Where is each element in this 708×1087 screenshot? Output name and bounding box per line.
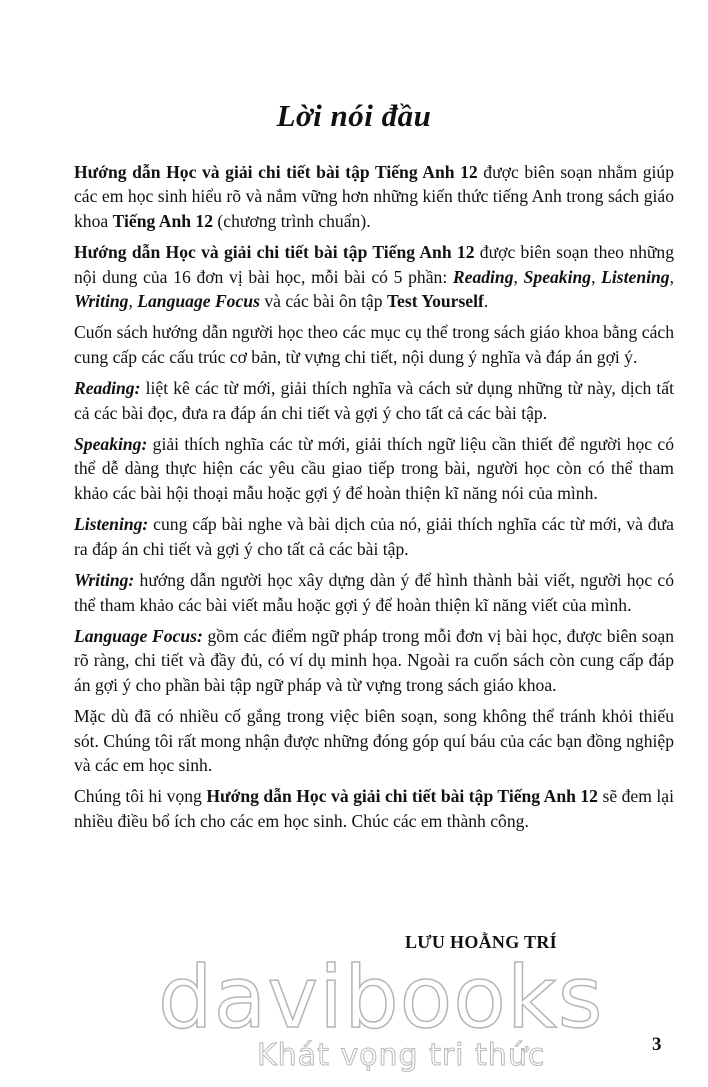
section-writing: Writing — [74, 291, 129, 312]
book-title-bold: Hướng dẫn Học và giải chi tiết bài tập Tiếng Anh 12 — [74, 242, 475, 263]
paragraph-listening — [74, 512, 674, 561]
paragraph-writing — [74, 568, 674, 617]
separator: , — [591, 266, 602, 287]
page-number: 3 — [652, 1034, 662, 1055]
book-title-bold: Hướng dẫn Học và giải chi tiết bài tập Tiếng Anh 12 — [206, 786, 598, 807]
section-speaking: Speaking — [523, 266, 592, 287]
paragraph-language-focus — [74, 624, 674, 697]
label-reading: Reading: — [74, 378, 141, 399]
book-title-bold: Hướng dẫn Học và giải chi tiết bài tập Tiếng Anh 12 — [74, 162, 478, 182]
paragraph-text: cung cấp bài nghe và bài dịch của nó, giải thích nghĩa các từ mới, và đưa ra đáp án chi tiết và gợi ý cho tất cả các bài tập. — [74, 514, 674, 559]
paragraph-text: hướng dẫn người học xây dựng dàn ý để hình thành bài viết, người học có thể tham khảo các bài viết mẫu hoặc gợi ý để hoàn thiện kĩ năng viết của mình. — [74, 570, 674, 615]
paragraph-text: được biên soạn theo những nội dung của 16 đơn vị bài học, mỗi bài có 5 phần: — [74, 242, 674, 287]
paragraph-text: (chương trình chuẩn). — [213, 210, 371, 231]
watermark-brand: davibooks — [158, 948, 604, 1048]
test-yourself-bold: Test Yourself — [386, 291, 484, 312]
label-language-focus: Language Focus: — [74, 625, 203, 646]
preface-body — [74, 160, 674, 840]
paragraph-reading — [74, 376, 674, 425]
paragraph-text: liệt kê các từ mới, giải thích nghĩa và cách sử dụng những từ này, dịch tất cả các bài đọc, đưa ra đáp án chi tiết và gợi ý cho tất cả các bài tập. — [74, 378, 674, 423]
paragraph-text: và các bài ôn tập — [259, 291, 387, 312]
author-signature: LƯU HOẰNG TRÍ — [405, 932, 557, 952]
paragraph-text: gồm các điểm ngữ pháp trong mỗi đơn vị bài học, được biên soạn rõ ràng, chi tiết và đầy đủ, có ví dụ minh họa. Ngoài ra cuốn sách còn cung cấp đáp án gợi ý cho phần bài tập ngữ pháp và từ vựng trong sách giáo khoa. — [74, 625, 674, 695]
label-listening: Listening: — [74, 514, 149, 535]
paragraph-method: Cuốn sách hướng dẫn người học theo các mục cụ thể trong sách giáo khoa bằng cách cung cấp các cấu trúc cơ bản, từ vựng chi tiết, nội dung ý nghĩa và đáp án gợi ý. — [74, 322, 674, 367]
paragraph-end: . — [483, 291, 489, 312]
paragraph-text: được biên soạn nhằm giúp các em học sinh hiểu rõ và nắm vững hơn những kiến thức tiếng Anh trong sách giáo khoa — [74, 162, 674, 231]
textbook-title-bold: Tiếng Anh 12 — [112, 210, 213, 231]
paragraph-text: Chúng tôi hi vọng — [74, 786, 207, 807]
paragraph-speaking — [74, 432, 674, 505]
label-writing: Writing: — [74, 570, 135, 591]
paragraph-text: giải thích nghĩa các từ mới, giải thích ngữ liệu cần thiết để người học có thể dễ dàng thực hiện các yêu cầu giao tiếp trong bài, người học còn có thể tham khảo các bài hội thoại mẫu hoặc gợi ý để hoàn thiện kĩ năng nói của mình. — [74, 434, 674, 503]
paragraph-intro — [74, 160, 674, 233]
paragraph-text: sẽ đem lại nhiều điều bổ ích cho các em học sinh. Chúc các em thành công. — [74, 786, 674, 831]
paragraph-structure — [74, 240, 674, 313]
section-listening: Listening — [601, 266, 670, 287]
paragraph-closing — [74, 784, 674, 833]
paragraph-apology: Mặc dù đã có nhiều cố gắng trong việc biên soạn, song không thể tránh khỏi thiếu sót. Chúng tôi rất mong nhận được những đóng góp quí báu của các bạn đồng nghiệp và các em học sinh. — [74, 706, 674, 775]
watermark-slogan: Khát vọng tri thức — [257, 1038, 546, 1073]
section-reading: Reading — [452, 266, 514, 287]
separator: , — [669, 266, 675, 287]
section-language-focus: Language Focus — [137, 291, 260, 312]
page-title: Lời nói đầu — [276, 98, 432, 133]
separator: , — [128, 291, 138, 312]
label-speaking: Speaking: — [74, 434, 148, 455]
separator: , — [513, 266, 524, 287]
